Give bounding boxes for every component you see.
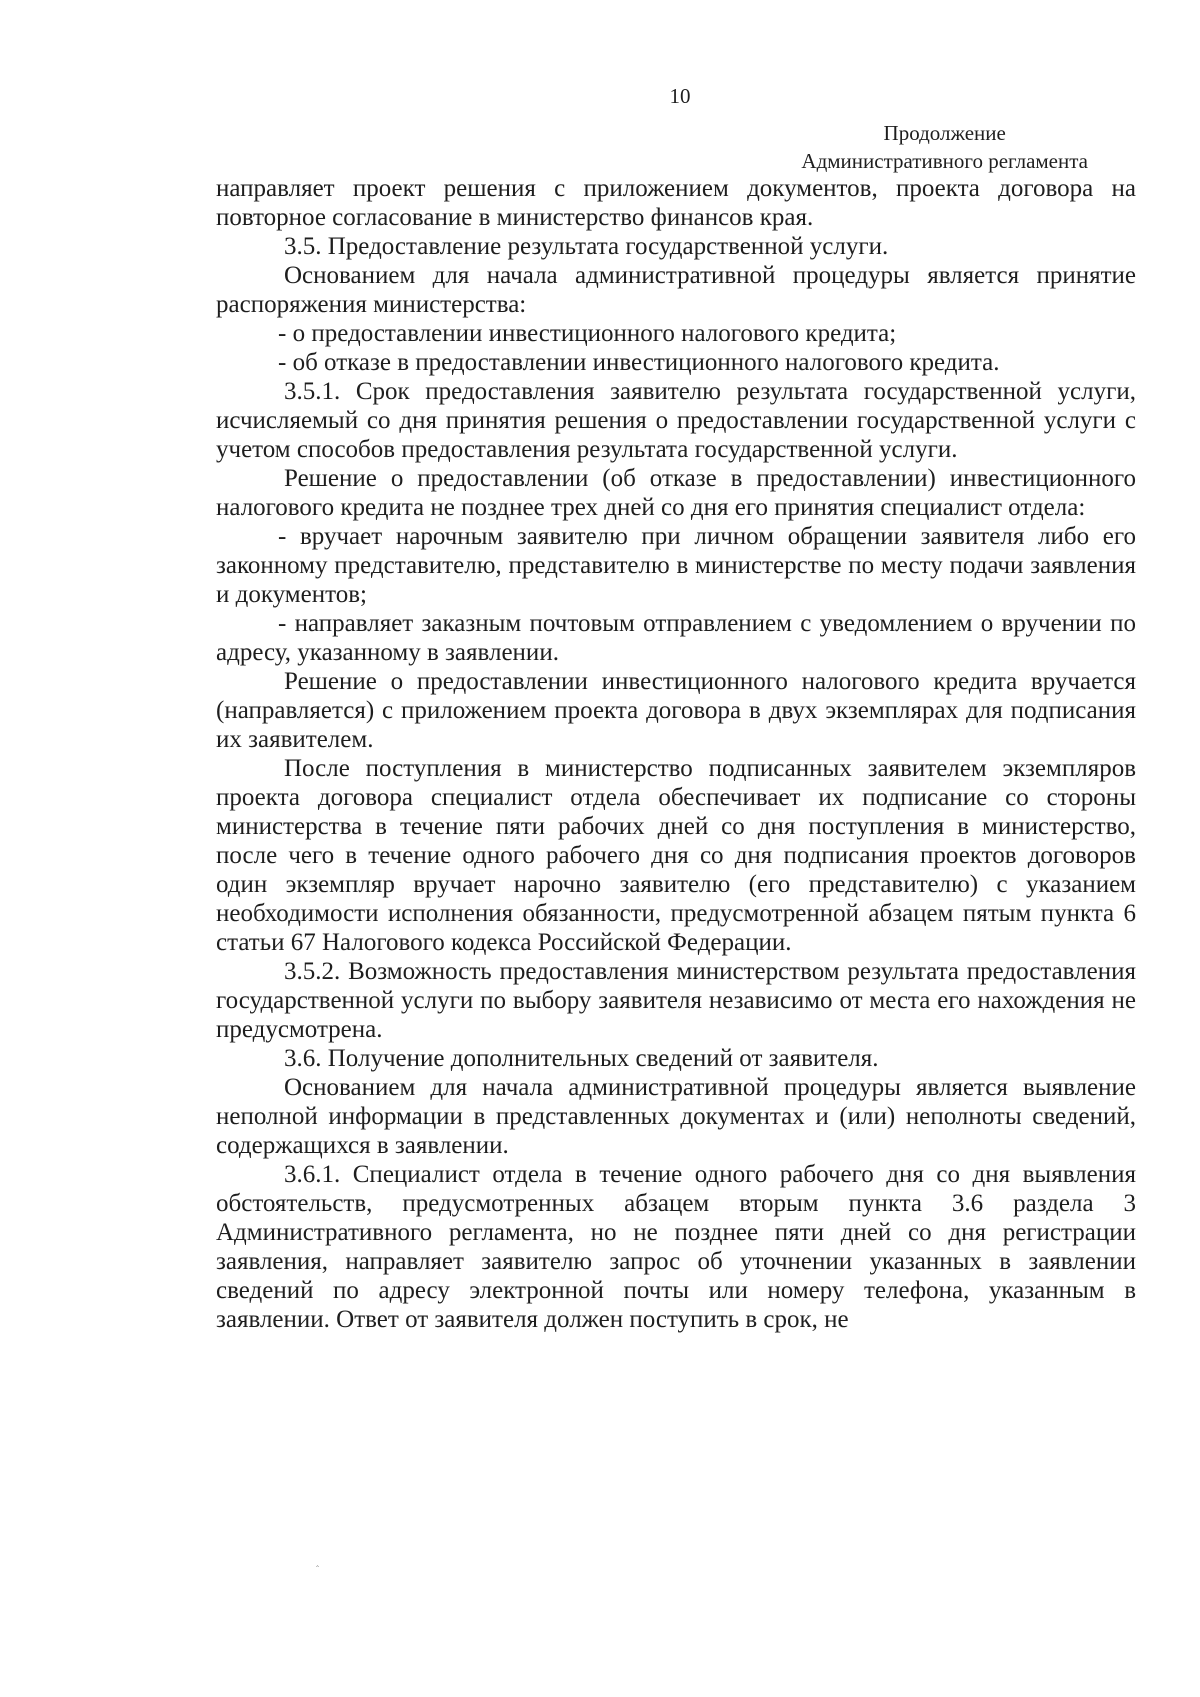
paragraph: После поступления в министерство подписанных заявителем экземпляров проекта договора специалист отдела обеспечивает их подписание со стороны министерства в течение пяти рабочих дней со дня поступления в министерство, после чего в течение одного рабочего дня со дня подписания проектов договоров один экземпляр вручает нарочно заявителю (его представителю) с указанием необходимости исполнения обязанности, предусмотренной абзацем пятым пункта 6 статьи 67 Налогового кодекса Российской Федерации. (216, 755, 1136, 956)
paragraph: Решение о предоставлении инвестиционного налогового кредита вручается (направляется) с приложением проекта договора в двух экземплярах для подписания их заявителем. (216, 668, 1136, 753)
paragraph-continuation: направляет проект решения с приложением документов, проекта договора на повторное согласование в министерство финансов края. (216, 175, 1136, 231)
section-heading-3-6: 3.6. Получение дополнительных сведений от заявителя. (284, 1045, 879, 1072)
page-number: 10 (669, 84, 691, 108)
list-item: - вручает нарочным заявителю при личном обращении заявителя либо его законному представителю, представителю в министерстве по месту подачи заявления и документов; (216, 523, 1136, 608)
scan-artifact: ‸ (316, 1557, 320, 1567)
header-document-title: Административного регламента (801, 149, 1088, 173)
document-body (216, 174, 1136, 1334)
paragraph: Основанием для начала административной процедуры является принятие распоряжения министерства: (216, 262, 1136, 318)
list-item: - о предоставлении инвестиционного налогового кредита; (278, 320, 897, 347)
section-heading-3-5: 3.5. Предоставление результата государственной услуги. (284, 233, 889, 260)
paragraph-3-6-1: 3.6.1. Специалист отдела в течение одного рабочего дня со дня выявления обстоятельств, предусмотренных абзацем вторым пункта 3.6 раздела 3 Административного регламента, но не позднее пяти дней со дня регистрации заявления, направляет заявителю запрос об уточнении указанных в заявлении сведений по адресу электронной почты или номеру телефона, указанным в заявлении. Ответ от заявителя должен поступить в срок, не (216, 1161, 1136, 1333)
list-item: - направляет заказным почтовым отправлением с уведомлением о вручении по адресу, указанному в заявлении. (216, 610, 1136, 666)
paragraph-3-5-1: 3.5.1. Срок предоставления заявителю результата государственной услуги, исчисляемый со дня принятия решения о предоставлении государственной услуги с учетом способов предоставления результата государственной услуги. (216, 378, 1136, 463)
paragraph-3-5-2: 3.5.2. Возможность предоставления министерством результата предоставления государственной услуги по выбору заявителя независимо от места его нахождения не предусмотрена. (216, 958, 1136, 1043)
paragraph: Решение о предоставлении (об отказе в предоставлении) инвестиционного налогового кредита не позднее трех дней со дня его принятия специалист отдела: (216, 465, 1136, 521)
list-item: - об отказе в предоставлении инвестиционного налогового кредита. (278, 349, 1000, 376)
paragraph: Основанием для начала административной процедуры является выявление неполной информации в представленных документах и (или) неполноты сведений, содержащихся в заявлении. (216, 1074, 1136, 1159)
header-continuation: Продолжение (883, 121, 1006, 145)
running-header (801, 119, 1088, 175)
